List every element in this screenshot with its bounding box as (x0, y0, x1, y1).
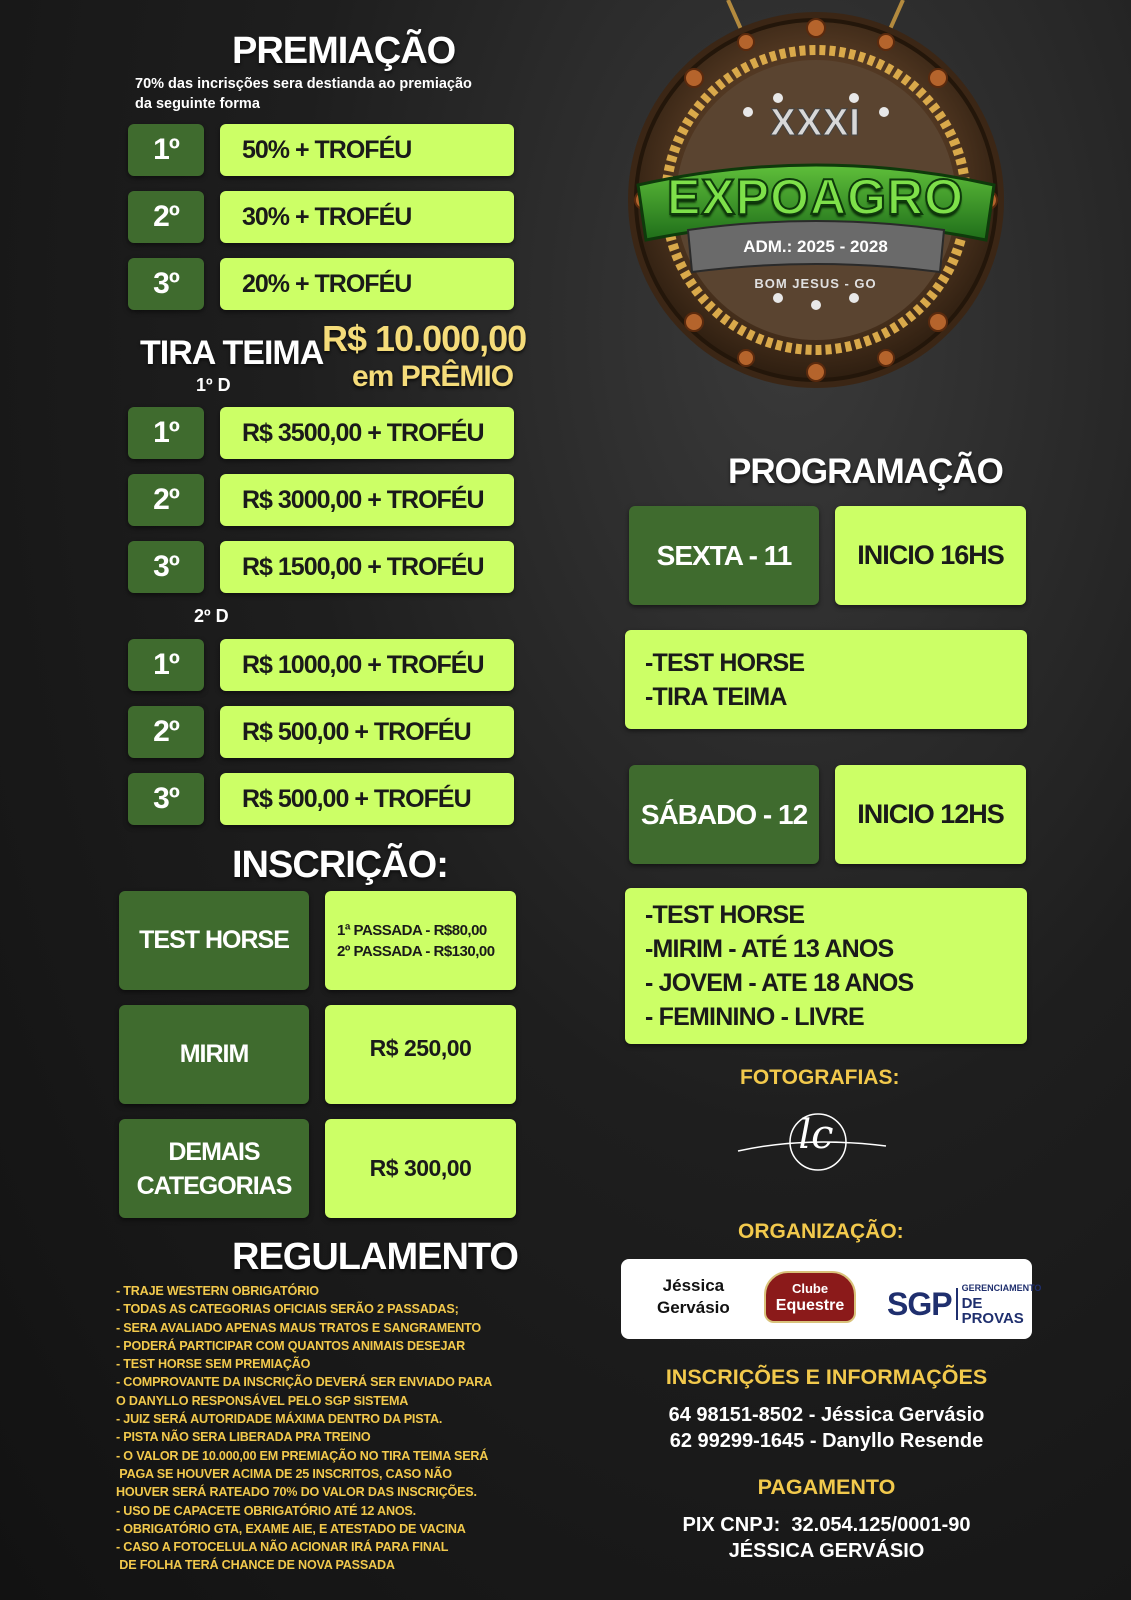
pagamento-title: PAGAMENTO (757, 1475, 896, 1499)
sgp-text (962, 1281, 1042, 1326)
tira-teima-prize-label: em PRÊMIO (352, 360, 514, 393)
tira-teima-title: TIRA TEIMA (140, 334, 324, 372)
d2-place-3: 3º (128, 773, 204, 825)
demais-label-line1: DEMAIS (168, 1137, 260, 1166)
org-jessica-line2: Gervásio (657, 1298, 730, 1317)
logo-name: EXPOAGRO (667, 169, 964, 225)
d1-prize-3: R$ 1500,00 + TROFÉU (220, 541, 514, 593)
inscricao-demais-label (119, 1119, 309, 1218)
premiacao-prize-3: 20% + TROFÉU (220, 258, 514, 310)
regulamento-line: - TEST HORSE SEM PREMIAÇÃO (116, 1357, 311, 1372)
d2-prize-2: R$ 500,00 + TROFÉU (220, 706, 514, 758)
logo-adm: ADM.: 2025 - 2028 (743, 237, 888, 256)
day2-label: SÁBADO - 12 (629, 765, 819, 864)
organizacao-panel (621, 1259, 1042, 1339)
org-jessica-line1: Jéssica (662, 1276, 725, 1295)
tira-teima-d2-label: 2º D (194, 606, 229, 626)
regulamento-line: O DANYLLO RESPONSÁVEL PELO SGP SISTEMA (116, 1393, 409, 1408)
sgp-line1: GERENCIAMENTO (961, 1283, 1042, 1293)
day1-event: -TEST HORSE (645, 648, 805, 677)
regulamento-title: REGULAMENTO (232, 1236, 518, 1278)
premiacao-prize-1: 50% + TROFÉU (220, 124, 514, 176)
sgp-logo (887, 1281, 1041, 1326)
clube-equestre-logo (764, 1271, 856, 1323)
regulamento-line: - TODAS AS CATEGORIAS OFICIAIS SERÃO 2 PASSADAS; (116, 1302, 459, 1317)
premiacao-subtitle (135, 74, 472, 114)
premiacao-prize-2: 30% + TROFÉU (220, 191, 514, 243)
day2-event: - JOVEM - ATE 18 ANOS (645, 969, 914, 997)
day1-start: INICIO 16HS (835, 506, 1026, 605)
regulamento-line: - TRAJE WESTERN OBRIGATÓRIO (116, 1284, 319, 1298)
test-horse-price-line1: 1ª PASSADA - R$80,00 (337, 921, 487, 939)
d1-place-1: 1º (128, 407, 204, 459)
regulamento-list (116, 1282, 576, 1575)
premiacao-place-2: 2º (128, 191, 204, 243)
day2-event: -TEST HORSE (645, 901, 805, 929)
expoagro-logo (618, 0, 1013, 395)
regulamento-line: - COMPROVANTE DA INSCRIÇÃO DEVERÁ SER ENVIADO PARA (116, 1375, 493, 1390)
photographer-logo-text: lc (798, 1112, 834, 1158)
regulamento-line: - PODERÁ PARTICIPAR COM QUANTOS ANIMAIS DESEJAR (116, 1338, 466, 1353)
inscricao-title: INSCRIÇÃO: (232, 844, 448, 886)
regulamento-line: PAGA SE HOUVER ACIMA DE 25 INSCRITOS, CASO NÃO (116, 1466, 452, 1481)
regulamento-line: HOUVER SERÁ RATEADO 70% DO VALOR DAS INSCRIÇÕES. (116, 1485, 477, 1500)
day1-label: SEXTA - 11 (629, 506, 819, 605)
org-jessica-gervasio (657, 1275, 730, 1319)
sgp-line2: DE PROVAS (961, 1295, 1024, 1327)
day1-event: -TIRA TEIMA (645, 682, 787, 711)
premiacao-subtitle-line1: 70% das incrisções sera destianda ao premiação (135, 76, 472, 92)
day1-events (625, 630, 1027, 729)
d1-place-3: 3º (128, 541, 204, 593)
regulamento-line: - O VALOR DE 10.000,00 EM PREMIAÇÃO NO TIRA TEIMA SERÁ (116, 1448, 489, 1463)
premiacao-subtitle-line2: da seguinte forma (135, 96, 260, 112)
regulamento-line: - CASO A FOTOCELULA NÃO ACIONAR IRÁ PARA FINAL (116, 1540, 449, 1555)
contato-line2: 62 99299-1645 - Danyllo Resende (669, 1430, 984, 1452)
demais-label-line2: CATEGORIAS (136, 1171, 292, 1200)
test-horse-price-line2: 2º PASSADA - R$130,00 (337, 942, 495, 960)
regulamento-line: - OBRIGATÓRIO GTA, EXAME AIE, E ATESTADO DE VACINA (116, 1521, 466, 1536)
day2-start: INICIO 12HS (835, 765, 1026, 864)
clube-equestre-line2: Equestre (775, 1297, 845, 1314)
tira-teima-d1-label: 1º D (196, 375, 231, 395)
organizacao-title: ORGANIZAÇÃO: (738, 1220, 904, 1243)
d2-prize-3: R$ 500,00 + TROFÉU (220, 773, 514, 825)
pagamento-name: JÉSSICA GERVÁSIO (728, 1540, 925, 1562)
logo-edition: XXXI (770, 102, 861, 144)
regulamento-line: - USO DE CAPACETE OBRIGATÓRIO ATÉ 12 ANOS. (116, 1503, 416, 1518)
regulamento-line: - SERA AVALIADO APENAS MAUS TRATOS E SANGRAMENTO (116, 1320, 481, 1335)
premiacao-place-1: 1º (128, 124, 204, 176)
day2-event: -MIRIM - ATÉ 13 ANOS (645, 935, 894, 963)
day2-event: - FEMININO - LIVRE (645, 1003, 864, 1031)
regulamento-line: - JUIZ SERÁ AUTORIDADE MÁXIMA DENTRO DA PISTA. (116, 1412, 443, 1427)
tira-teima-prize-amount: R$ 10.000,00 (322, 318, 527, 359)
photographer-logo (736, 1096, 896, 1186)
programacao-title: PROGRAMAÇÃO (728, 452, 1003, 491)
fotografias-title: FOTOGRAFIAS: (740, 1066, 900, 1089)
inscricao-mirim-label: MIRIM (119, 1005, 309, 1104)
pagamento-pix[interactable]: PIX CNPJ: 32.054.125/0001-90 (682, 1514, 971, 1536)
inscricao-mirim-price: R$ 250,00 (325, 1005, 516, 1104)
premiacao-title: PREMIAÇÃO (232, 30, 456, 72)
day2-events (625, 888, 1027, 1044)
logo-city: BOM JESUS - GO (754, 276, 877, 291)
d2-place-1: 1º (128, 639, 204, 691)
regulamento-line: DE FOLHA TERÁ CHANCE DE NOVA PASSADA (116, 1558, 395, 1573)
contato-title: INSCRIÇÕES E INFORMAÇÕES (665, 1365, 988, 1389)
d1-prize-1: R$ 3500,00 + TROFÉU (220, 407, 514, 459)
inscricao-demais-price: R$ 300,00 (325, 1119, 516, 1218)
d1-prize-2: R$ 3000,00 + TROFÉU (220, 474, 514, 526)
d1-place-2: 2º (128, 474, 204, 526)
clube-equestre-line1: Clube (791, 1281, 829, 1296)
contato-line1: 64 98151-8502 - Jéssica Gervásio (668, 1404, 985, 1426)
inscricao-test-horse-label: TEST HORSE (119, 891, 309, 990)
inscricao-test-horse-prices (325, 891, 516, 990)
premiacao-place-3: 3º (128, 258, 204, 310)
regulamento-line: - PISTA NÃO SERA LIBERADA PRA TREINO (116, 1430, 371, 1445)
sgp-mark: SGP (887, 1288, 958, 1320)
d2-prize-1: R$ 1000,00 + TROFÉU (220, 639, 514, 691)
d2-place-2: 2º (128, 706, 204, 758)
